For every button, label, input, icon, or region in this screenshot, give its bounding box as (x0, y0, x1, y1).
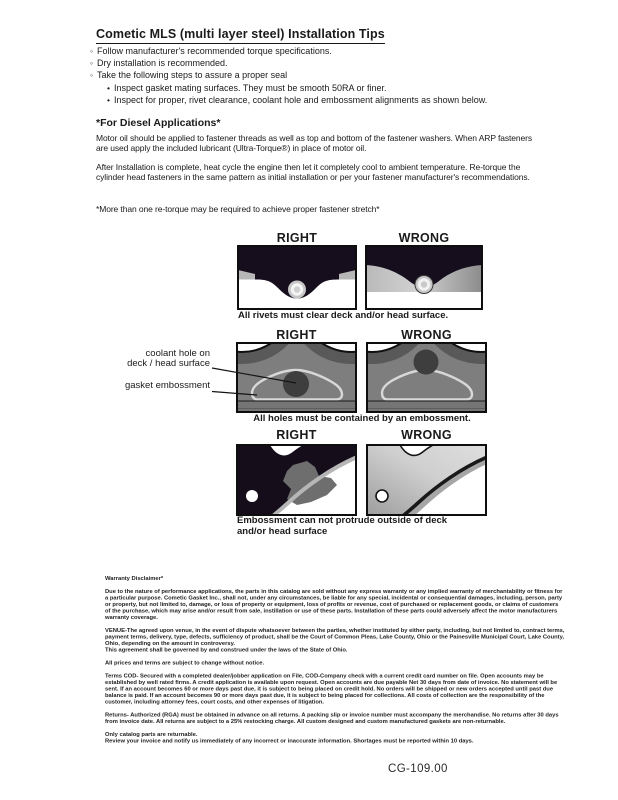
row2-right-panel (236, 342, 357, 413)
tip-text: Inspect gasket mating surfaces. They must be smooth 50RA or finer. (114, 82, 387, 93)
row2-wrong-label: WRONG (401, 328, 452, 342)
diesel-paragraph-2: After Installation is complete, heat cycle the engine then let it completely cool to ambient temperature. Re-torque the cylinder head fasteners in the same pattern as initial installation or per your fastener manufacturer's recommendations. (96, 162, 530, 182)
filled-bullet-icon: • (107, 94, 110, 105)
row3-right-label: RIGHT (276, 428, 317, 442)
row3-wrong-label: WRONG (401, 428, 452, 442)
disclaimer-heading: Warranty Disclaimer* (105, 575, 164, 582)
warranty-disclaimer (105, 575, 565, 755)
row2-caption: All holes must be contained by an embossment. (253, 413, 471, 424)
list-item (107, 94, 570, 106)
list-item (90, 45, 570, 57)
part-code: CG-109.00 (388, 763, 448, 775)
row1-wrong-label: WRONG (398, 231, 450, 245)
disclaimer-paragraph: VENUE-The agreed upon venue, in the event of dispute whatsoever between the parties, whether instituted by either party, including, but not limited to, contract terms, payment terms, delivery, type, defects, sufficiency of product, shall be the Court of Common Pleas, Lake County, Ohio or the Painesville Municipal Court, Lake County, Ohio, depending on the amount in controversy. (105, 627, 565, 647)
page-title: Cometic MLS (multi layer steel) Installation Tips (96, 27, 385, 44)
retorque-note: *More than one re-torque may be required to achieve proper fastener stretch* (96, 204, 380, 214)
tips-list (90, 45, 570, 106)
disclaimer-paragraph: Terms COD- Secured with a completed dealer/jobber application on File, COD-Company check with a current credit card number on file. Open accounts may be established by well rated firms. A credit application is available upon request. Open accounts are due payable Net 30 days from date of invoice. No statement will be sent. If an account becomes 60 or more days past due, it is subject to being placed on credit hold. No orders will be shipped or new orders accepted until past due balance is paid. If an account becomes 90 or more days past due, it is subject to being placed for collections. All costs of collection are the responsibility of the customer, including attorney fees, court costs, and other expenses of litigation. (105, 672, 558, 705)
list-item (90, 57, 570, 69)
row2-right-label: RIGHT (276, 328, 317, 342)
row3-wrong-panel (366, 444, 487, 516)
row1-right-panel (237, 245, 357, 310)
diesel-paragraph-1: Motor oil should be applied to fastener threads as well as top and bottom of the fastener washers. When ARP fasteners are used apply the included lubricant (Ultra-Torque®) in place of motor oil. (96, 133, 533, 153)
row1-caption: All rivets must clear deck and/or head surface. (238, 310, 449, 321)
row3-caption: Embossment can not protrude outside of deck and/or head surface (237, 515, 448, 537)
disclaimer-paragraph: Only catalog parts are returnable. (105, 731, 198, 738)
filled-bullet-icon: • (107, 82, 110, 93)
row1-wrong-panel (365, 245, 483, 310)
coolant-hole-label: coolant hole on deck / head surface (127, 348, 210, 370)
disclaimer-paragraph: All prices and terms are subject to change without notice. (105, 659, 265, 666)
tip-text: Follow manufacturer's recommended torque specifications. (97, 46, 332, 56)
disclaimer-paragraph: This agreement shall be governed by and construed under the laws of the State of Ohio. (105, 646, 348, 653)
tip-text: Inspect for proper, rivet clearance, coolant hole and embossment alignments as shown below. (114, 94, 488, 105)
open-bullet-icon: ◦ (90, 70, 94, 81)
list-item (90, 69, 570, 81)
diesel-section-heading: *For Diesel Applications* (96, 117, 221, 129)
gasket-embossment-label: gasket embossment (124, 380, 210, 391)
tip-text: Dry installation is recommended. (97, 58, 228, 69)
list-item (107, 82, 570, 94)
row1-right-label: RIGHT (276, 231, 318, 245)
open-bullet-icon: ◦ (90, 46, 94, 56)
row2-wrong-panel (366, 342, 487, 413)
disclaimer-paragraph: Review your invoice and notify us immediately of any incorrect or inaccurate information. Shortages must be reported within 10 days. (105, 737, 474, 744)
disclaimer-paragraph: Due to the nature of performance applications, the parts in this catalog are sold without any express warranty or any implied warranty of merchantability or fitness for a particular purpose. Cometic Gasket Inc., shall not, under any circumstances, be liable for any special, incidental or consequential damages, including, person, party or property, but not limited to, damage, or loss of property or equipment, loss of profits or revenue, cost of purchased or replacement goods, or claims of customers of the purchase, which may arise and/or result from sale, instillation or use of these parts. Installation of these parts could adversely affect the motor manufacturers warranty coverage. (105, 588, 563, 621)
tip-text: Take the following steps to assure a proper seal (97, 70, 288, 81)
row3-right-panel (236, 444, 357, 516)
open-bullet-icon: ◦ (90, 58, 94, 69)
disclaimer-paragraph: Returns- Authorized (RGA) must be obtained in advance on all returns. A packing slip or invoice number must accompany the merchandise. No returns after 30 days from invoice date. All returns are subject to a 25% restocking charge. All custom designed and custom manufactured gaskets are non-returnable. (105, 711, 559, 725)
